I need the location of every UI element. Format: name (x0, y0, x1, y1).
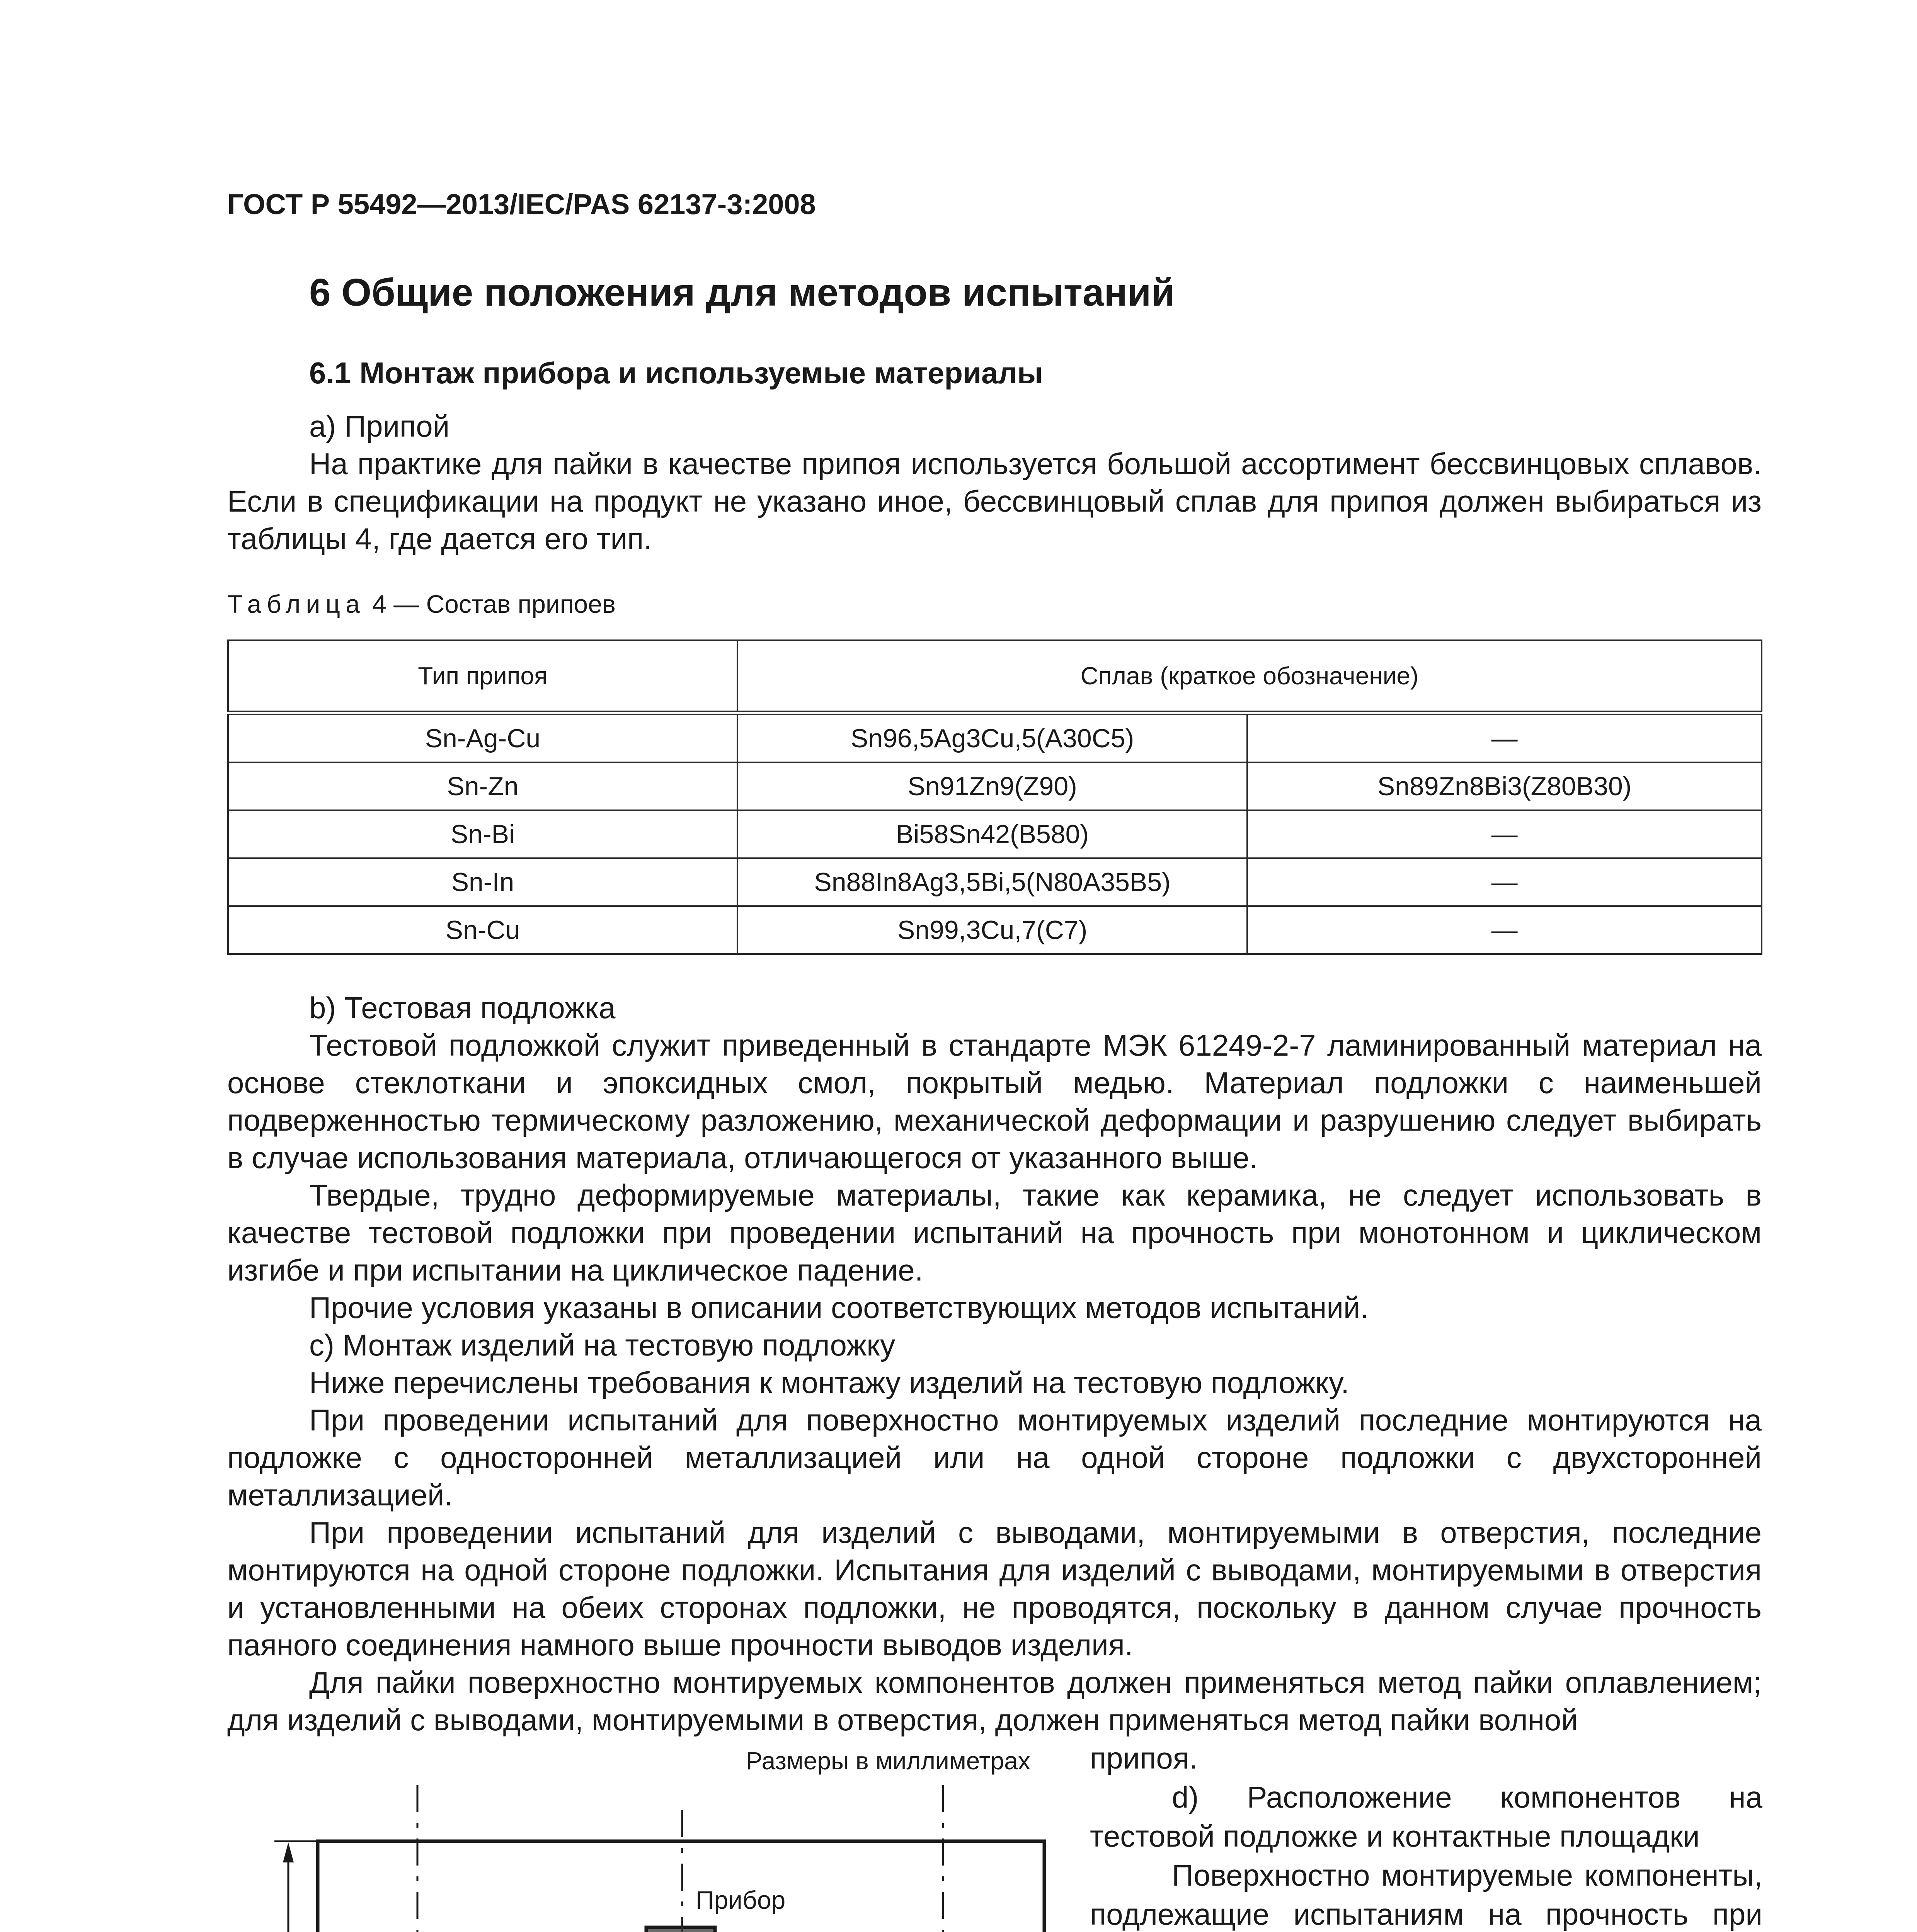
table-cell: — (1247, 858, 1762, 906)
table-cell: Bi58Sn42(B580) (737, 810, 1247, 858)
section-a-text (227, 408, 1762, 558)
paragraph: Прочие условия указаны в описании соответствующих методов испытаний. (309, 1291, 1369, 1325)
table-cell: Sn-Zn (228, 762, 737, 810)
table-cell: Sn-Ag-Cu (228, 713, 737, 762)
table-row (228, 906, 1762, 954)
table-cell: Sn88In8Ag3,5Bi,5(N80A35B5) (737, 858, 1247, 906)
paragraph: На практике для пайки в качестве припоя используется большой ассортимент бессвинцовых сплавов. Если в спецификации на продукт не указано иное, бессвинцовый сплав для припоя должен выбираться из таблицы 4, где дается его тип. (227, 447, 1762, 556)
table-cell: — (1247, 810, 1762, 858)
table-row (228, 762, 1762, 810)
table-cell: Sn-Bi (228, 810, 737, 858)
paragraph: При проведении испытаний для поверхностно монтируемых изделий последние монтируются на подложке с односторонней металлизацией или на одной стороне подложки с двухсторонней металлизацией. (227, 1403, 1762, 1512)
table-row (228, 713, 1762, 762)
table-cell: Sn-In (228, 858, 737, 906)
section-title: 6 Общие положения для методов испытаний (309, 271, 1175, 314)
paragraph: Ниже перечислены требования к монтажу изделий на тестовую подложку. (309, 1366, 1349, 1400)
figure-units-label: Размеры в миллиметрах (746, 1747, 1030, 1775)
paragraph: Тестовой подложкой служит приведенный в стандарте МЭК 61249-2-7 ламинированный материал на основе стеклоткани и эпоксидных смол, покрытый медью. Материал подложки с наименьшей подверженностью термическому разложению, механической деформации и разрушению следует выбирать в случае использования материала, отличающегося от указанного выше. (227, 1028, 1762, 1175)
arrowhead (283, 1842, 294, 1862)
table-caption-word: Таблица (227, 590, 365, 618)
table-header-row (228, 640, 1762, 713)
item-b-label: b) Тестовая подложка (309, 991, 616, 1025)
table-row (228, 858, 1762, 906)
paragraph: Поверхностно монтируемые компоненты, подлежащие испытаниям на прочность при (1090, 1858, 1762, 1931)
test-board-outline (318, 1841, 1044, 1932)
figure-3-drawing (216, 1770, 1067, 1932)
item-a-label: а) Припой (309, 409, 450, 443)
table-cell: — (1247, 713, 1762, 762)
paragraph: При проведении испытаний для изделий с выводами, монтируемыми в отверстия, последние монтируются на одной стороне подложки. Испытания для изделий с выводами, монтируемыми в отверстия и установленными на обеих сторонах подложки, не проводятся, поскольку в данном случае прочность паяного соединения намного выше прочности выводов изделия. (227, 1515, 1762, 1662)
document-header: ГОСТ Р 55492—2013/IEC/PAS 62137-3:2008 (227, 188, 816, 220)
device-component (646, 1927, 715, 1932)
section-bc-text (227, 989, 1762, 1739)
item-c-label: c) Монтаж изделий на тестовую подложку (309, 1328, 896, 1362)
device-label: Прибор (696, 1886, 786, 1914)
section-d-text (1090, 1739, 1762, 1932)
paragraph: Для пайки поверхностно монтируемых компонентов должен применяться метод пайки оплавлением; для изделий с выводами, монтируемыми в отверстия, должен применяться метод пайки волной (227, 1665, 1762, 1737)
table-cell: Sn99,3Cu,7(C7) (737, 906, 1247, 954)
table-caption (227, 589, 616, 619)
table-row (228, 810, 1762, 858)
item-d-label: d) Расположение компонентов на тестовой подложке и контактные площадки (1090, 1780, 1762, 1853)
table-cell: Sn-Cu (228, 906, 737, 954)
solder-composition-table (227, 639, 1762, 955)
table-cell: Sn96,5Ag3Cu,5(A30C5) (737, 713, 1247, 762)
table-cell: — (1247, 906, 1762, 954)
paragraph-continuation: припоя. (1090, 1741, 1198, 1775)
table-cell: Sn89Zn8Bi3(Z80B30) (1247, 762, 1762, 810)
table-caption-title: 4 — Состав припоев (365, 590, 616, 618)
subsection-title: 6.1 Монтаж прибора и используемые материалы (309, 356, 1043, 390)
paragraph: Твердые, трудно деформируемые материалы, такие как керамика, не следует использовать в качестве тестовой подложки при проведении испытаний на прочность при монотонном и циклическом изгибе и при испытании на циклическое падение. (227, 1178, 1762, 1287)
header-solder-type: Тип припоя (228, 640, 737, 713)
header-alloy: Сплав (краткое обозначение) (737, 640, 1762, 713)
table-cell: Sn91Zn9(Z90) (737, 762, 1247, 810)
